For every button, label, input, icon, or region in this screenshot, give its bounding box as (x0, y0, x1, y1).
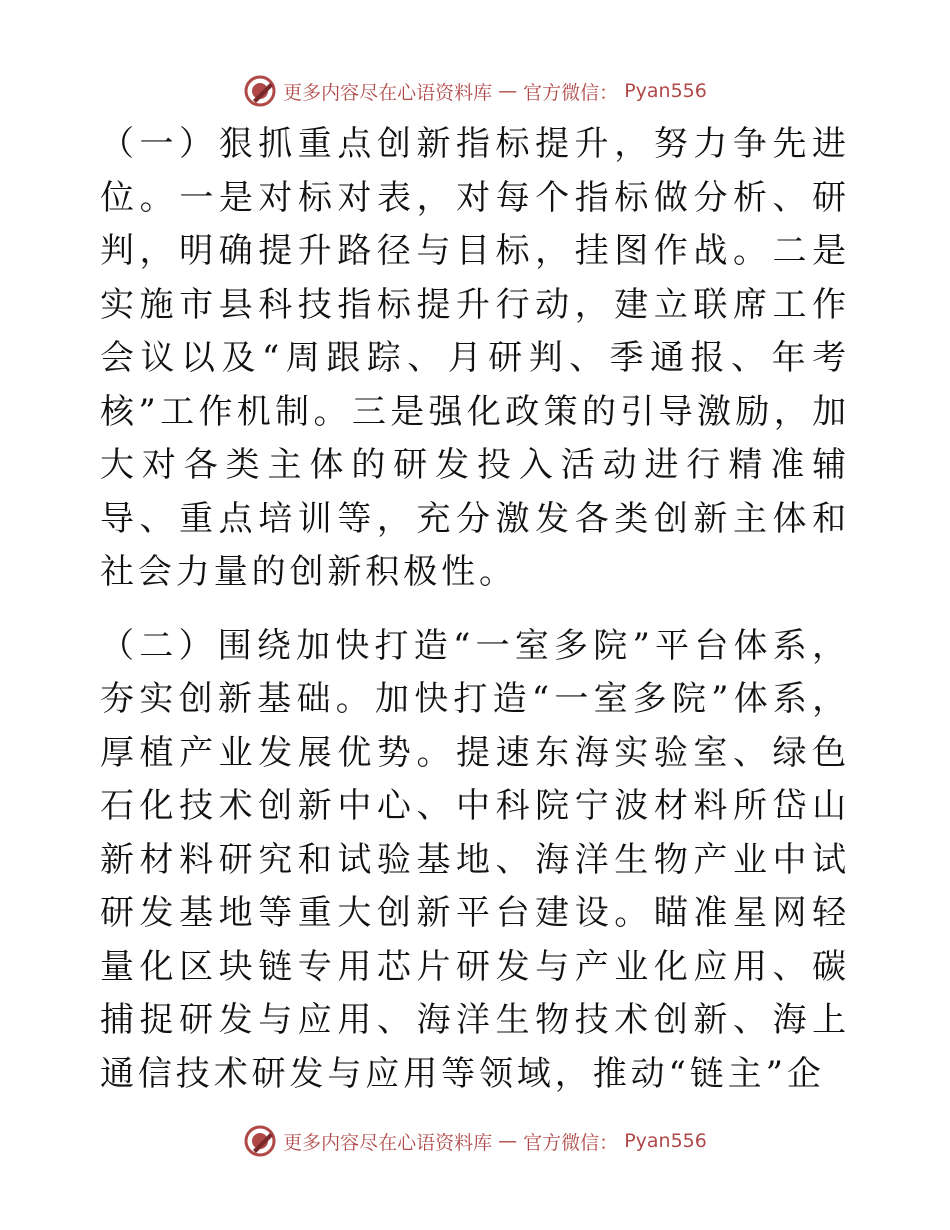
paragraph-1 (100, 118, 850, 600)
red-pen-circle-logo-icon (243, 74, 277, 108)
watermark-wechat-label: 官方微信： (523, 81, 619, 104)
watermark-wechat-label: 官方微信： (523, 1131, 619, 1154)
watermark-wechat-id: Pyan556 (624, 80, 707, 102)
watermark-site-text: 更多内容尽在心语资料库 (283, 1131, 493, 1154)
red-pen-circle-logo-icon (243, 1124, 277, 1158)
paragraph-2-body: 加快打造“一室多院”体系，厚植产业发展优势。提速东海实验室、绿色石化技术创新中心、中科院宁波材料所岱山新材料研究和试验基地、海洋生物产业中试研发基地等重大创新平台建设。瞄准星网轻量化区块链专用芯片研发与产业化应用、碳捕捉研发与应用、海洋生物技术创新、海上通信技术研发与应用等领域，推动“链主”企 (100, 679, 851, 1094)
paragraph-2 (100, 620, 850, 1102)
watermark-wechat-id: Pyan556 (624, 1130, 707, 1152)
paragraph-2-heading: （二）围绕加快打造“一室多院”平台体系，夯实创新基础。 (100, 625, 850, 719)
header-watermark (0, 74, 950, 108)
watermark-separator: — (498, 1130, 518, 1152)
footer-watermark (0, 1124, 950, 1158)
paragraph-1-body: 一是对标对表，对每个指标做分析、研判，明确提升路径与目标，挂图作战。二是实施市县科技指标提升行动，建立联席工作会议以及“周跟踪、月研判、季通报、年考核”工作机制。三是强化政策的引导激励，加大对各类主体的研发投入活动进行精准辅导、重点培训等，充分激发各类创新主体和社会力量的创新积极性。 (100, 177, 850, 592)
document-body (100, 118, 850, 1101)
watermark-site-text: 更多内容尽在心语资料库 (283, 81, 493, 104)
watermark-separator: — (498, 80, 518, 102)
paragraph-1-heading: （一）狠抓重点创新指标提升，努力争先进位。 (100, 124, 850, 218)
